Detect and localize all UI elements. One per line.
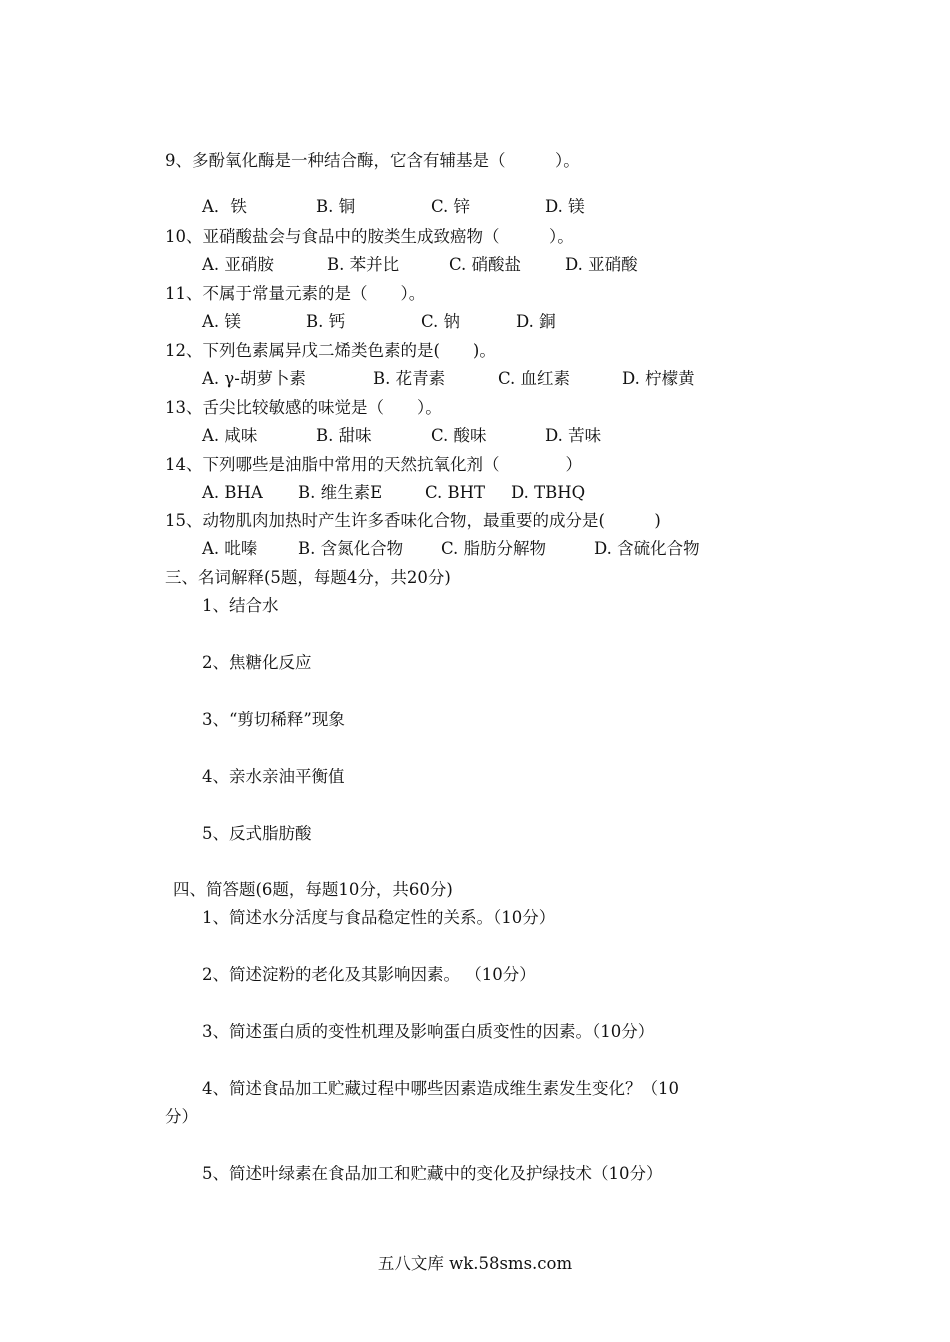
question-stem: 15、动物肌肉加热时产生许多香味化合物，最重要的成分是( ) — [165, 511, 661, 530]
short-answer-item: 5、简述叶绿素在食品加工和贮藏中的变化及护绿技术（10分） — [202, 1164, 663, 1183]
option: A. 镁 — [202, 312, 241, 331]
option: D. 苦味 — [545, 426, 602, 445]
question-stem: 11、不属于常量元素的是（ ）。 — [165, 284, 426, 303]
option: D. TBHQ — [511, 483, 586, 502]
option: B. 甜味 — [316, 426, 372, 445]
short-answer-item: 1、简述水分活度与食品稳定性的关系。（10分） — [202, 908, 556, 927]
option: A. 咸味 — [202, 426, 258, 445]
option: D. 镁 — [545, 197, 585, 216]
term-item: 2、焦糖化反应 — [202, 653, 312, 672]
option: D. 柠檬黄 — [622, 369, 695, 388]
option: D. 亚硝酸 — [565, 255, 638, 274]
option: D. 銅 — [516, 312, 556, 331]
option: B. 铜 — [316, 197, 356, 216]
term-item: 3、“剪切稀释”现象 — [202, 710, 345, 729]
option: A. γ-胡萝卜素 — [202, 369, 306, 388]
option: B. 维生素E — [298, 483, 383, 502]
question-stem: 10、亚硝酸盐会与食品中的胺类生成致癌物（ ）。 — [165, 227, 574, 246]
term-item: 4、亲水亲油平衡值 — [202, 767, 345, 786]
short-answer-item: 2、简述淀粉的老化及其影响因素。 （10分） — [202, 965, 536, 984]
term-item: 5、反式脂肪酸 — [202, 824, 312, 843]
option: A. 吡嗪 — [202, 539, 258, 558]
short-answer-item: 3、简述蛋白质的变性机理及影响蛋白质变性的因素。（10分） — [202, 1022, 655, 1041]
option: A. BHA — [202, 483, 263, 502]
option: D. 含硫化合物 — [594, 539, 700, 558]
term-item: 1、结合水 — [202, 596, 279, 615]
option: C. 血红素 — [498, 369, 571, 388]
short-answer-item-continuation: 分） — [165, 1107, 198, 1126]
question-stem: 14、下列哪些是油脂中常用的天然抗氧化剂（ ） — [165, 455, 582, 474]
option: C. 硝酸盐 — [449, 255, 522, 274]
footer-watermark: 五八文库 wk.58sms.com — [377, 1254, 573, 1273]
option: B. 钙 — [306, 312, 346, 331]
option: C. 锌 — [431, 197, 471, 216]
section-title: 三、名词解释(5题，每题4分，共20分) — [165, 568, 451, 587]
option: C. BHT — [425, 483, 486, 502]
option: A．铁 — [202, 197, 247, 216]
option: B. 苯并比 — [327, 255, 400, 274]
option: C. 钠 — [421, 312, 461, 331]
option: C. 酸味 — [431, 426, 487, 445]
section-title: 四、简答题(6题，每题10分，共60分) — [173, 880, 453, 899]
option: C. 脂肪分解物 — [441, 539, 547, 558]
question-stem: 12、下列色素属异戊二烯类色素的是( )。 — [165, 341, 496, 360]
question-stem: 9、多酚氧化酶是一种结合酶，它含有辅基是（ ）。 — [165, 151, 580, 170]
question-stem: 13、舌尖比较敏感的味觉是（ ）。 — [165, 398, 442, 417]
option: B. 含氮化合物 — [298, 539, 404, 558]
option: B. 花青素 — [373, 369, 446, 388]
option: A. 亚硝胺 — [202, 255, 274, 274]
short-answer-item: 4、简述食品加工贮藏过程中哪些因素造成维生素发生变化？（10 — [202, 1079, 679, 1098]
